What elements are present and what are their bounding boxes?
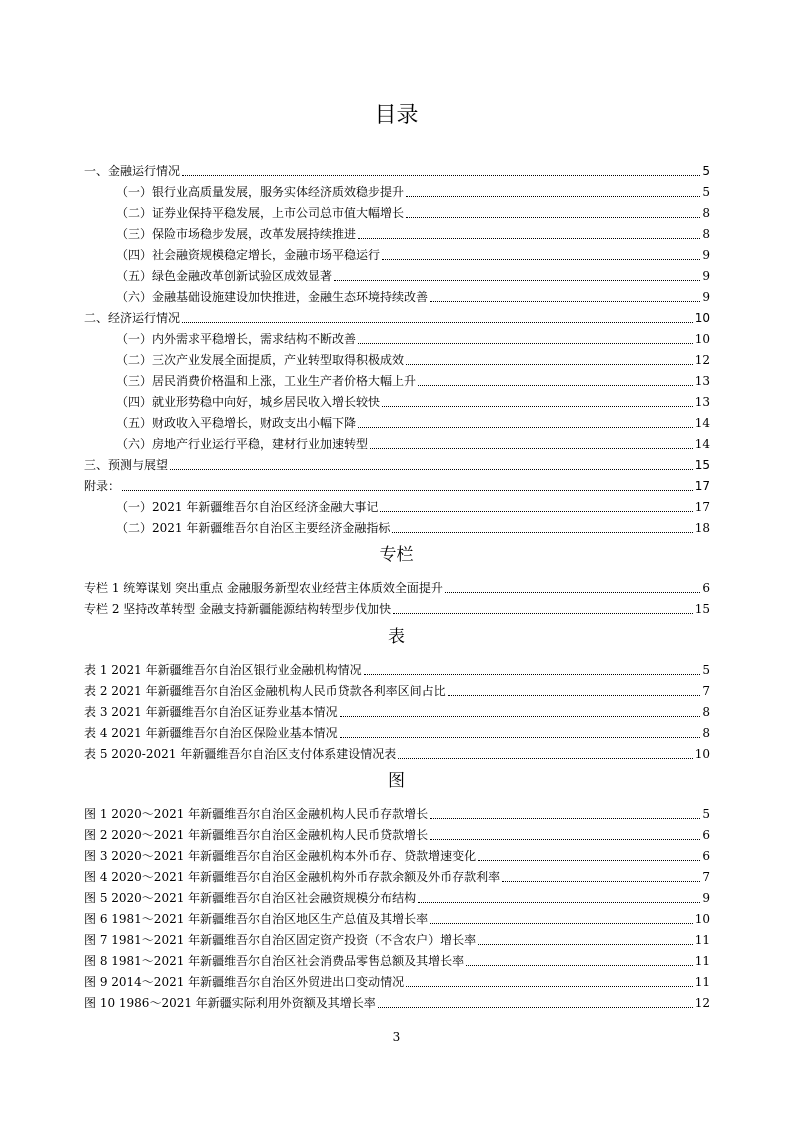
section-title-tables: 表 <box>388 627 405 647</box>
figure-entry[interactable]: 图 4 2020～2021 年新疆维吾尔自治区金融机构外币存款余额及外币存款利率 7 <box>84 870 710 884</box>
column-entry[interactable]: 专栏 2 坚持改革转型 金融支持新疆能源结构转型步伐加快 15 <box>84 602 710 616</box>
figure-entry[interactable]: 图 5 2020～2021 年新疆维吾尔自治区社会融资规模分布结构 9 <box>84 891 710 905</box>
toc-entry[interactable]: 附录： 17 <box>84 479 710 493</box>
section-title-columns: 专栏 <box>379 545 414 565</box>
toc-entry[interactable]: （四）社会融资规模稳定增长，金融市场平稳运行 9 <box>116 248 710 262</box>
table-entry[interactable]: 表 4 2021 年新疆维吾尔自治区保险业基本情况 8 <box>84 726 710 740</box>
page-title: 目录 <box>374 103 419 128</box>
table-entry[interactable]: 表 2 2021 年新疆维吾尔自治区金融机构人民币贷款各利率区间占比 7 <box>84 684 710 698</box>
figure-entry[interactable]: 图 3 2020～2021 年新疆维吾尔自治区金融机构本外币存、贷款增速变化 6 <box>84 849 710 863</box>
table-entry[interactable]: 表 5 2020-2021 年新疆维吾尔自治区支付体系建设情况表 10 <box>84 747 710 761</box>
table-entry[interactable]: 表 1 2021 年新疆维吾尔自治区银行业金融机构情况 5 <box>84 663 710 677</box>
toc-entry[interactable]: （四）就业形势稳中向好，城乡居民收入增长较快 13 <box>116 395 710 409</box>
figure-entry[interactable]: 图 8 1981～2021 年新疆维吾尔自治区社会消费品零售总额及其增长率 11 <box>84 954 710 968</box>
table-entry[interactable]: 表 3 2021 年新疆维吾尔自治区证券业基本情况 8 <box>84 705 710 719</box>
toc-entry[interactable]: （二）2021 年新疆维吾尔自治区主要经济金融指标 18 <box>116 521 710 535</box>
toc-entry[interactable]: 一、金融运行情况 5 <box>84 164 710 178</box>
toc-entry[interactable]: （一）2021 年新疆维吾尔自治区经济金融大事记 17 <box>116 500 710 514</box>
figure-entry[interactable]: 图 7 1981～2021 年新疆维吾尔自治区固定资产投资（不含农户）增长率 11 <box>84 933 710 947</box>
figure-entry[interactable]: 图 2 2020～2021 年新疆维吾尔自治区金融机构人民币贷款增长 6 <box>84 828 710 842</box>
toc-entry[interactable]: （二）证券业保持平稳发展，上市公司总市值大幅增长 8 <box>116 206 710 220</box>
figure-entry[interactable]: 图 6 1981～2021 年新疆维吾尔自治区地区生产总值及其增长率 10 <box>84 912 710 926</box>
figure-entry[interactable]: 图 9 2014～2021 年新疆维吾尔自治区外贸进出口变动情况 11 <box>84 975 710 989</box>
toc-entry[interactable]: 二、经济运行情况 10 <box>84 311 710 325</box>
column-entry[interactable]: 专栏 1 统筹谋划 突出重点 金融服务新型农业经营主体质效全面提升 6 <box>84 581 710 595</box>
toc-entry[interactable]: （五）财政收入平稳增长，财政支出小幅下降 14 <box>116 416 710 430</box>
toc-entry[interactable]: （一）银行业高质量发展，服务实体经济质效稳步提升 5 <box>116 185 710 199</box>
toc-entry[interactable]: （六）房地产行业运行平稳，建材行业加速转型 14 <box>116 437 710 451</box>
figure-entry[interactable]: 图 1 2020～2021 年新疆维吾尔自治区金融机构人民币存款增长 5 <box>84 807 710 821</box>
section-title-figures: 图 <box>388 771 405 791</box>
toc-entry[interactable]: （六）金融基础设施建设加快推进，金融生态环境持续改善 9 <box>116 290 710 304</box>
toc-entry[interactable]: 三、预测与展望 15 <box>84 458 710 472</box>
toc-entry[interactable]: （二）三次产业发展全面提质，产业转型取得积极成效 12 <box>116 353 710 367</box>
toc-entry[interactable]: （三）居民消费价格温和上涨，工业生产者价格大幅上升 13 <box>116 374 710 388</box>
toc-entry[interactable]: （一）内外需求平稳增长，需求结构不断改善 10 <box>116 332 710 346</box>
toc-entry[interactable]: （三）保险市场稳步发展，改革发展持续推进 8 <box>116 227 710 241</box>
figure-entry[interactable]: 图 10 1986～2021 年新疆实际利用外资额及其增长率 12 <box>84 996 710 1010</box>
toc-entry[interactable]: （五）绿色金融改革创新试验区成效显著 9 <box>116 269 710 283</box>
page-number: 3 <box>392 1030 401 1044</box>
